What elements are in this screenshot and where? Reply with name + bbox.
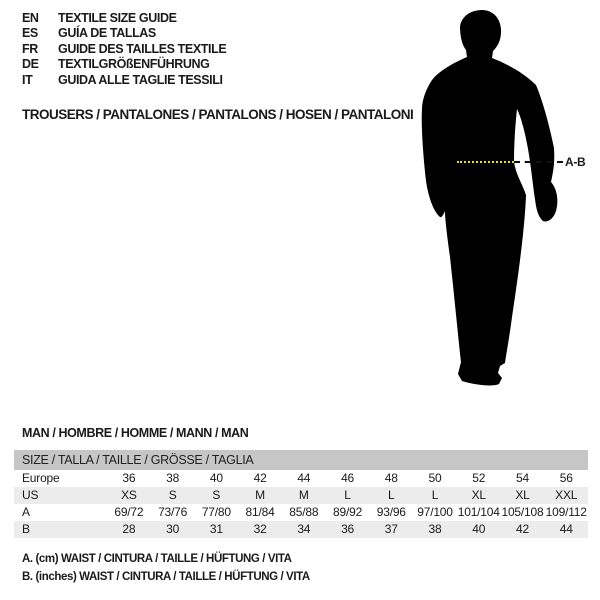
- language-code: EN: [22, 11, 39, 25]
- table-cell: M: [298, 488, 309, 502]
- language-title: TEXTILE SIZE GUIDE: [58, 11, 177, 25]
- man-silhouette-path: [422, 10, 558, 385]
- table-cell: 48: [384, 471, 398, 485]
- row-label: Europe: [22, 471, 60, 485]
- table-cell: 81/84: [245, 505, 275, 519]
- language-title-list: [22, 11, 226, 88]
- table-row-us: [14, 487, 588, 504]
- table-cell: 56: [559, 471, 573, 485]
- table-cell: 109/112: [545, 505, 587, 519]
- table-cell: 93/96: [376, 505, 406, 519]
- table-cell: 52: [472, 471, 486, 485]
- table-cell: 37: [384, 522, 398, 536]
- category-title: TROUSERS / PANTALONES / PANTALONS / HOSEN / PANTALONI: [22, 107, 414, 122]
- table-cell: L: [388, 488, 395, 502]
- table-cell: 30: [166, 522, 180, 536]
- language-row: [22, 11, 226, 26]
- table-cell: 38: [428, 522, 442, 536]
- table-cell: 36: [122, 471, 136, 485]
- table-cell: L: [344, 488, 351, 502]
- row-label: US: [22, 488, 39, 502]
- table-cell: L: [431, 488, 439, 502]
- table-cell: 73/76: [158, 505, 188, 519]
- note-b: B. (inches) WAIST / CINTURA / TAILLE / HÜFTUNG / VITA: [22, 571, 310, 583]
- language-title: GUÍA DE TALLAS: [58, 26, 156, 41]
- table-cell: 40: [209, 471, 223, 485]
- man-silhouette: [405, 5, 580, 400]
- language-row: [22, 73, 226, 88]
- table-cell: XL: [515, 488, 530, 502]
- table-cell: 38: [166, 471, 180, 485]
- table-cell: M: [255, 488, 265, 502]
- language-code: IT: [22, 72, 33, 87]
- measure-notes: [22, 550, 310, 586]
- language-title: TEXTILGRÖßENFÜHRUNG: [58, 57, 210, 72]
- table-cell: 40: [472, 522, 486, 536]
- table-cell: 105/108: [501, 505, 544, 519]
- waist-measure-label: A-B: [565, 155, 586, 169]
- table-cell: 32: [253, 522, 267, 536]
- row-label: A: [22, 505, 30, 519]
- table-cell: XL: [471, 488, 486, 502]
- table-cell: 69/72: [114, 505, 144, 519]
- table-cell: 42: [253, 471, 267, 485]
- language-title: GUIDE DES TAILLES TEXTILE: [58, 41, 227, 56]
- language-title: GUIDA ALLE TAGLIE TESSILI: [58, 72, 223, 87]
- language-code: ES: [22, 26, 38, 41]
- language-row: [22, 26, 226, 41]
- table-cell: 44: [559, 522, 573, 536]
- language-code: FR: [22, 41, 38, 56]
- table-cell: S: [168, 488, 177, 502]
- table-cell: 77/80: [201, 505, 231, 519]
- table-cell: 34: [297, 522, 311, 536]
- size-table: [14, 450, 588, 538]
- table-cell: 36: [341, 522, 355, 536]
- note-a: A. (cm) WAIST / CINTURA / TAILLE / HÜFTUNG / VITA: [22, 553, 292, 565]
- table-cell: S: [212, 488, 221, 502]
- table-cell: 42: [516, 522, 529, 536]
- language-row: [22, 42, 226, 57]
- row-label: B: [22, 522, 30, 536]
- table-cell: 85/88: [289, 505, 319, 519]
- table-cell: 46: [341, 471, 355, 485]
- table-cell: 54: [516, 471, 529, 485]
- gender-label: MAN / HOMBRE / HOMME / MANN / MAN: [22, 426, 249, 440]
- language-code: DE: [22, 57, 39, 72]
- table-cell: XXL: [555, 488, 578, 502]
- table-cell: XS: [121, 488, 137, 502]
- table-cell: 101/104: [457, 505, 500, 519]
- table-row-europe: [14, 470, 588, 487]
- table-cell: 44: [297, 471, 311, 485]
- table-cell: 28: [122, 522, 136, 536]
- table-cell: 89/92: [333, 505, 363, 519]
- table-row-a-cm: [14, 504, 588, 521]
- table-row-b-inches: [14, 521, 588, 538]
- table-cell: 50: [428, 471, 442, 485]
- waist-measure-dotted-line: [457, 161, 514, 163]
- size-table-header: SIZE / TALLA / TAILLE / GRÖSSE / TAGLIA: [14, 450, 588, 470]
- table-cell: 97/100: [417, 505, 453, 519]
- language-row: [22, 57, 226, 72]
- waist-measure-dashed-line: [514, 161, 563, 163]
- table-cell: 31: [209, 522, 223, 536]
